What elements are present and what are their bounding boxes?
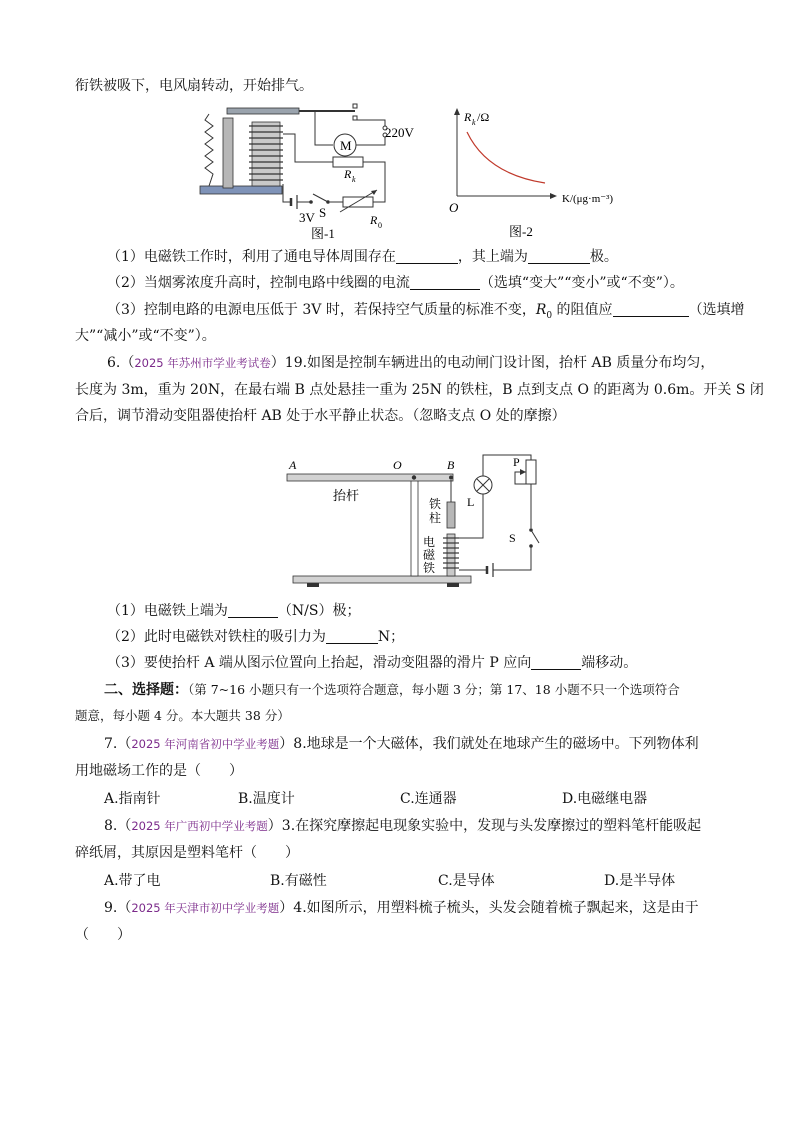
q7-option-c[interactable]: C.连通器 <box>400 791 457 807</box>
q7-option-a[interactable]: A.指南针 <box>104 791 161 807</box>
figure-1-caption: 图-1 <box>311 226 335 240</box>
section-2-note-cont: 题意，每小题 4 分。本大题共 38 分） <box>75 708 290 723</box>
q5-part-3-cont: 大”“减小”或“不变”）。 <box>75 328 216 344</box>
iron-col-1: 铁 <box>429 497 442 511</box>
iron-col-2: 柱 <box>429 511 442 525</box>
section-2-title: 二、选择题： <box>104 682 188 698</box>
switch-label: S <box>319 205 327 220</box>
q7-source: 2025 年河南省初中学业考题 <box>131 737 280 751</box>
rk-curve <box>467 132 545 183</box>
rod-label: 抬杆 <box>333 488 360 503</box>
y-axis-sub: k <box>472 118 476 127</box>
em-1: 电 <box>423 535 436 549</box>
y-axis-label: R <box>464 110 472 124</box>
r0-label: R <box>370 213 378 227</box>
y-axis-unit: /Ω <box>477 110 490 124</box>
figure-1-relay-circuit <box>195 100 435 240</box>
rk-sub: k <box>352 175 356 184</box>
q6-part-1: （1）电磁铁上端为 （N/S）极； <box>107 603 361 619</box>
point-b: B <box>447 458 455 472</box>
q5-part-2: （2）当烟雾浓度升高时，控制电路中线圈的电流 （选填“变大”“变小”或“不变”）。 <box>107 275 684 291</box>
q5-part-1: （1）电磁铁工作时，利用了通电导体周围存在 ，其上端为 极。 <box>107 249 618 265</box>
q9-line-2: （ ） <box>75 927 131 943</box>
switch-s-label: S <box>509 531 516 545</box>
q8-option-c[interactable]: C.是导体 <box>438 873 495 889</box>
answer-blank[interactable] <box>326 628 378 644</box>
intro-line: 衔铁被吸下，电风扇转动，开始排气。 <box>75 78 313 94</box>
point-o: O <box>393 458 402 472</box>
motor-label: M <box>340 138 352 153</box>
q8-source: 2025 年广西初中学业考题 <box>131 819 268 833</box>
point-a: A <box>289 458 297 472</box>
q7-option-b[interactable]: B.温度计 <box>238 791 295 807</box>
q6-line-1: 6.（2025 年苏州市学业考试卷）19.如图是控制车辆进出的电动闸门设计图，抬杆 AB 质量分布均匀， <box>107 355 715 371</box>
answer-blank[interactable] <box>228 602 278 618</box>
lamp-label: L <box>467 495 475 509</box>
voltage-220-label: 220V <box>385 125 414 140</box>
answer-blank[interactable] <box>528 248 590 264</box>
q8-option-a[interactable]: A.带了电 <box>104 873 161 889</box>
q6-part-3: （3）要使抬杆 A 端从图示位置向上抬起，滑动变阻器的滑片 P 应向 端移动。 <box>107 655 638 671</box>
slider-p-label: P <box>513 455 520 469</box>
q7-line-2: 用地磁场工作的是（ ） <box>75 763 243 779</box>
figure-gate-circuit <box>283 450 561 592</box>
x-axis-label: K/(μg·m⁻³) <box>562 193 614 205</box>
q8-line-2: 碎纸屑，其原因是塑料笔杆（ ） <box>75 845 299 861</box>
answer-blank[interactable] <box>396 248 458 264</box>
q6-source: 2025 年苏州市学业考试卷 <box>134 356 271 370</box>
q7-option-d[interactable]: D.电磁继电器 <box>562 791 648 807</box>
q6-line-2: 长度为 3m，重为 20N，在最右端 B 点处悬挂一重为 25N 的铁柱，B 点到支点 O 的距离为 0.6m。开关 S 闭 <box>75 382 764 398</box>
answer-blank[interactable] <box>531 654 581 670</box>
q7-line-1: 7.（2025 年河南省初中学业考题）8.地球是一个大磁体，我们就处在地球产生的磁场中。下列物体利 <box>104 736 699 752</box>
figure-2-rk-graph <box>445 102 635 240</box>
section-2-heading: 二、选择题：（第 7~16 小题只有一个选项符合题意，每小题 3 分；第 17、18 小题不只一个选项符合 <box>104 682 680 698</box>
q8-option-b[interactable]: B.有磁性 <box>270 873 327 889</box>
battery-label: 3V <box>299 210 315 225</box>
q8-line-1: 8.（2025 年广西初中学业考题）3.在探究摩擦起电现象实验中，发现与头发摩擦过的塑料笔杆能吸起 <box>104 818 702 834</box>
figure-2-caption: 图-2 <box>509 224 533 239</box>
em-2: 磁 <box>423 548 436 562</box>
answer-blank[interactable] <box>410 274 480 290</box>
r0-sub: 0 <box>378 221 382 230</box>
origin-label: O <box>449 200 459 215</box>
q5-part-3: （3）控制电路的电源电压低于 3V 时，若保持空气质量的标准不变，$R_0$ 的阻值应 （选填增 <box>107 302 745 321</box>
q9-line-1: 9.（2025 年天津市初中学业考题）4.如图所示，用塑料梳子梳头，头发会随着梳子飘起来，这是由于 <box>104 900 699 916</box>
rk-label: R <box>344 167 352 181</box>
em-3: 铁 <box>423 561 436 575</box>
q6-part-2: （2）此时电磁铁对铁柱的吸引力为 N； <box>107 629 405 645</box>
q8-option-d[interactable]: D.是半导体 <box>604 873 676 889</box>
q9-source: 2025 年天津市初中学业考题 <box>131 901 280 915</box>
q6-line-3: 合后，调节滑动变阻器使抬杆 AB 处于水平静止状态。（忽略支点 O 处的摩擦） <box>75 408 566 424</box>
answer-blank[interactable] <box>613 301 689 317</box>
